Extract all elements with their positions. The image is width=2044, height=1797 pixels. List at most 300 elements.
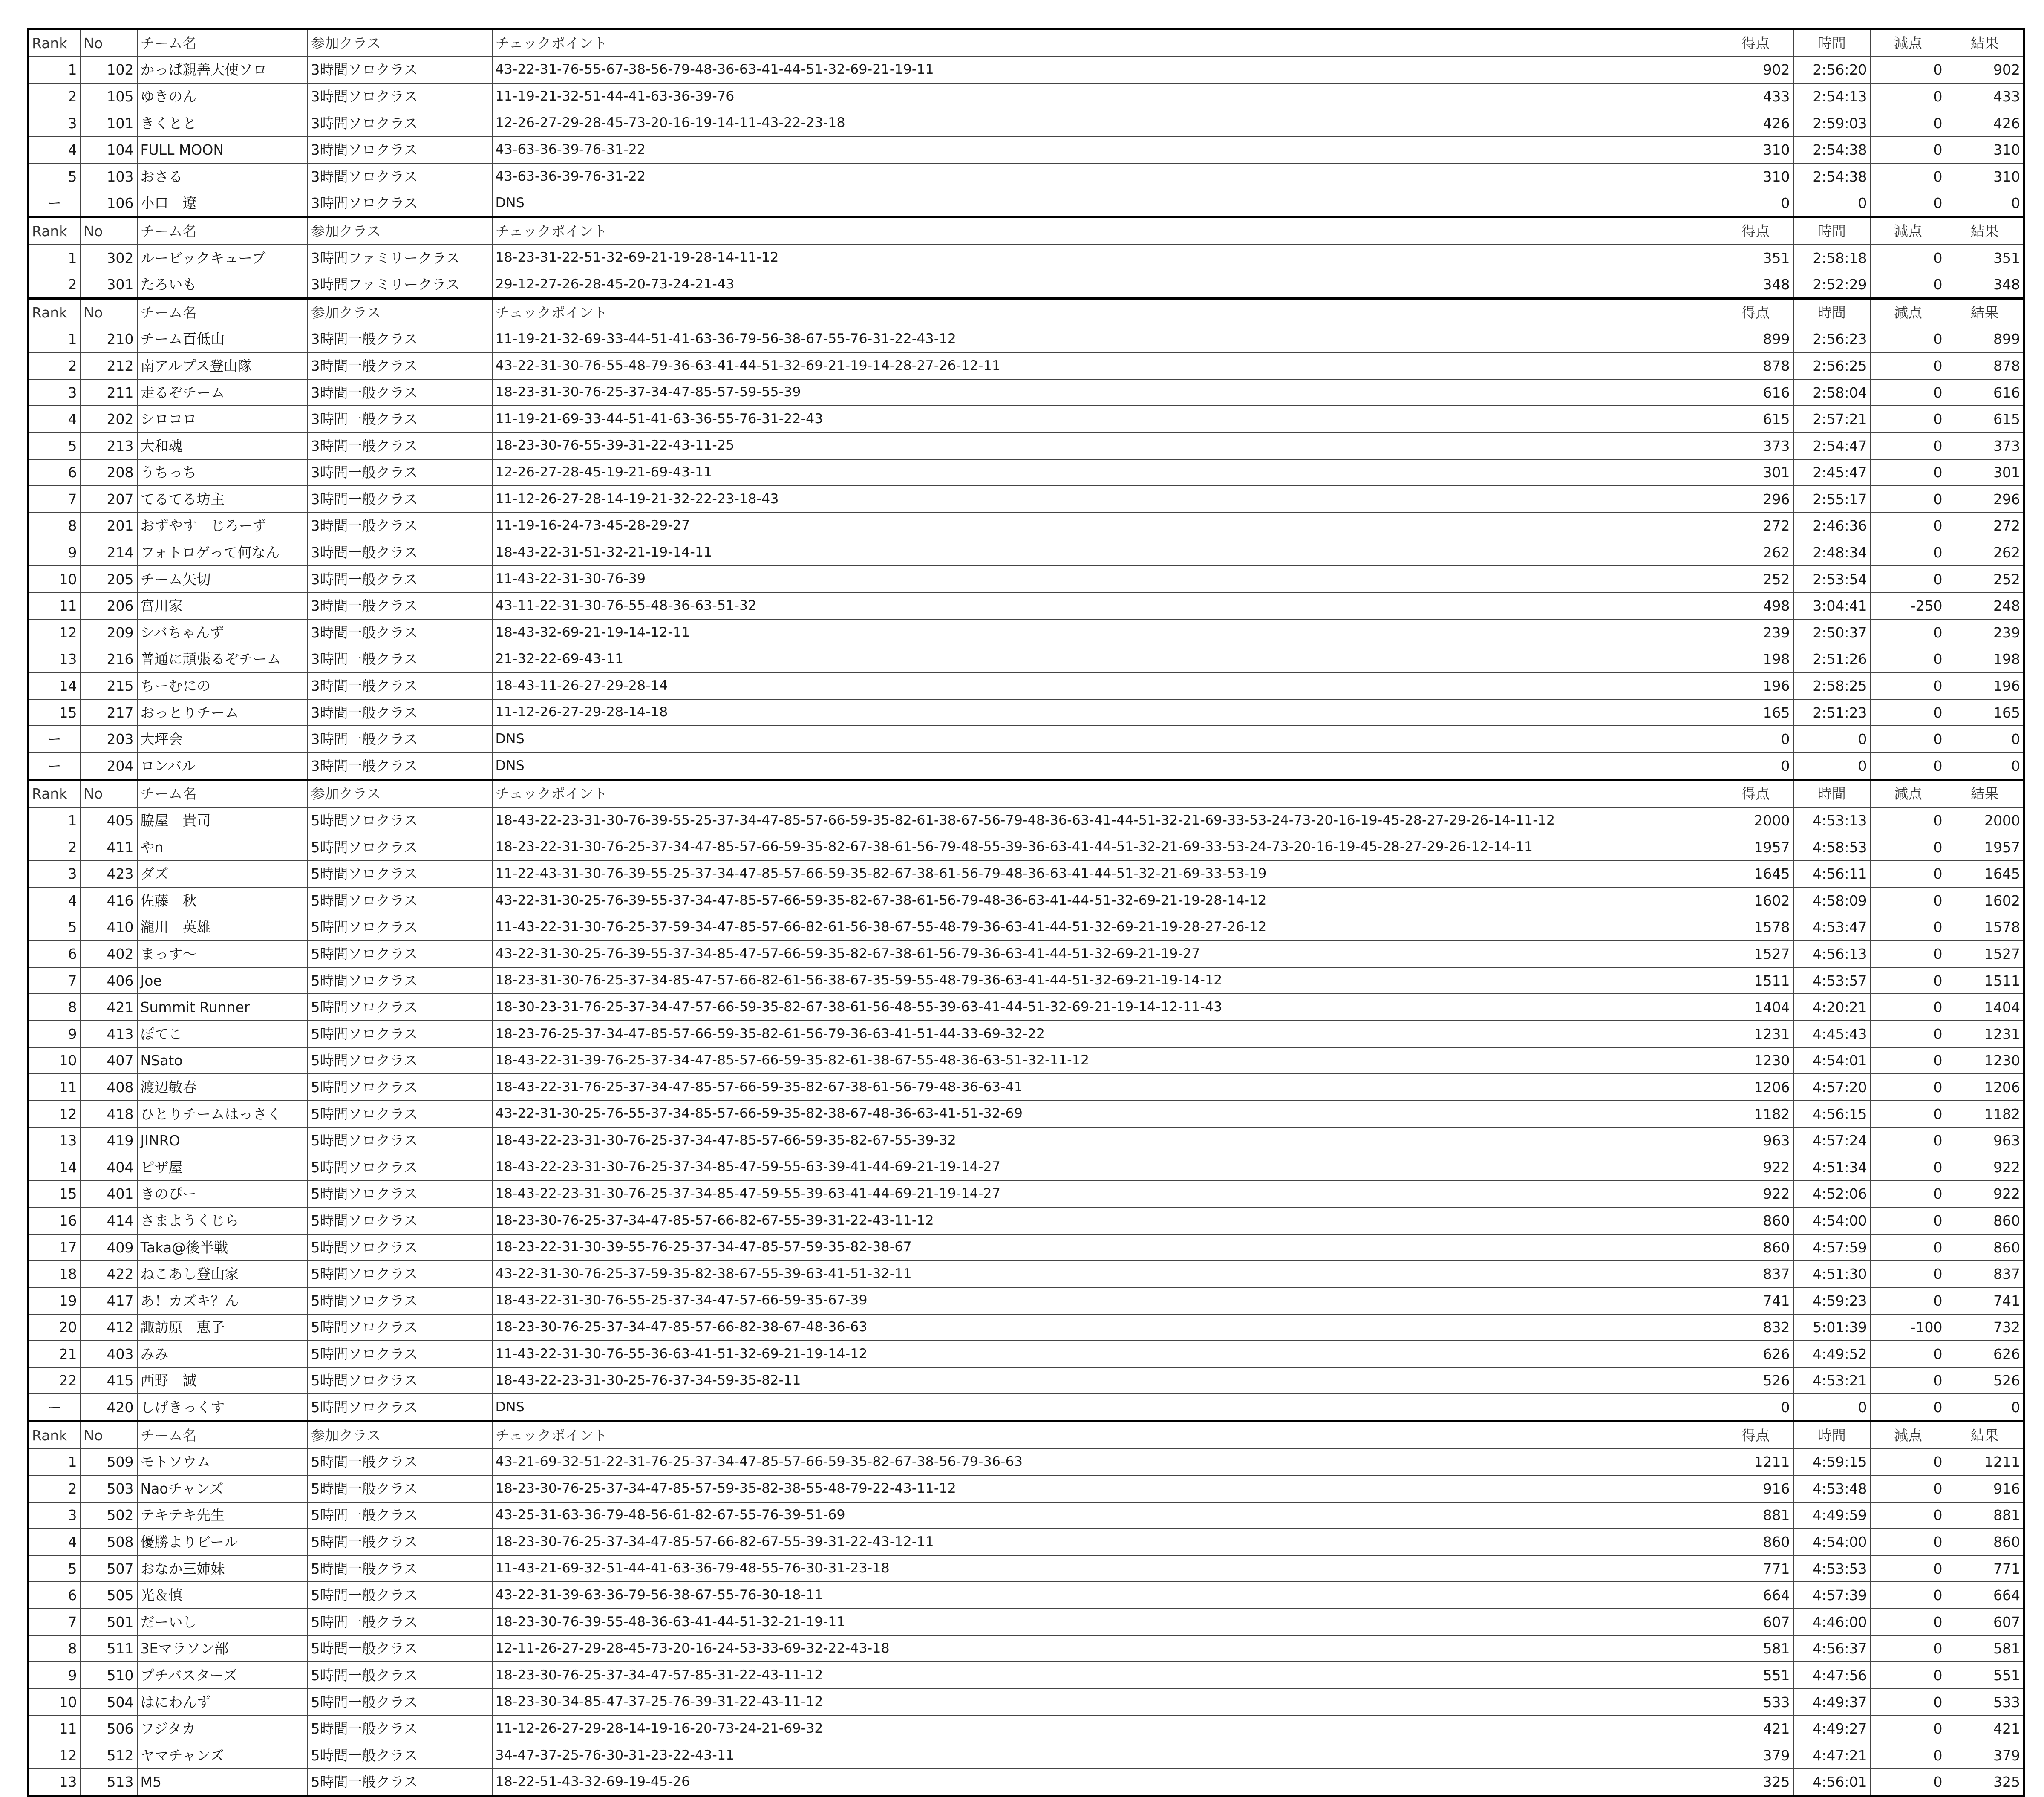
header-points: 得点 — [1718, 780, 1793, 807]
rank-cell: 10 — [28, 566, 81, 593]
class-cell: 5時間ソロクラス — [308, 1154, 492, 1181]
header-time: 時間 — [1793, 1421, 1871, 1448]
no-cell: 214 — [81, 539, 137, 566]
rank-cell: 6 — [28, 459, 81, 486]
points-cell: 860 — [1718, 1529, 1793, 1555]
penalty-cell: 0 — [1871, 1287, 1946, 1314]
class-cell: 3時間一般クラス — [308, 352, 492, 379]
result-cell: 262 — [1946, 539, 2024, 566]
table-row — [28, 1207, 2024, 1234]
table-row — [28, 1448, 2024, 1475]
team-name-cell: きのぴー — [137, 1181, 308, 1208]
team-name-cell: ヤマチャンズ — [137, 1742, 308, 1769]
header-team: チーム名 — [137, 1421, 308, 1448]
penalty-cell: 0 — [1871, 753, 1946, 780]
checkpoints-cell: 29-12-27-26-28-45-20-73-24-21-43 — [492, 271, 1718, 298]
no-cell: 403 — [81, 1341, 137, 1367]
table-row — [28, 994, 2024, 1021]
penalty-cell: 0 — [1871, 379, 1946, 406]
results-table — [27, 28, 2025, 1797]
penalty-cell: 0 — [1871, 1074, 1946, 1101]
header-team: チーム名 — [137, 217, 308, 245]
class-cell: 3時間ソロクラス — [308, 136, 492, 163]
points-cell: 1404 — [1718, 994, 1793, 1021]
header-result: 結果 — [1946, 29, 2024, 57]
no-cell: 208 — [81, 459, 137, 486]
time-cell: 4:51:30 — [1793, 1260, 1871, 1287]
penalty-cell: 0 — [1871, 940, 1946, 967]
table-row — [28, 1689, 2024, 1716]
rank-cell: 17 — [28, 1234, 81, 1261]
penalty-cell: 0 — [1871, 834, 1946, 861]
no-cell: 402 — [81, 940, 137, 967]
time-cell: 4:57:24 — [1793, 1127, 1871, 1154]
rank-cell: 8 — [28, 994, 81, 1021]
points-cell: 922 — [1718, 1154, 1793, 1181]
class-cell: 3時間一般クラス — [308, 433, 492, 459]
time-cell: 4:59:23 — [1793, 1287, 1871, 1314]
header-rank: Rank — [28, 780, 81, 807]
checkpoints-cell: 18-23-31-30-76-25-37-34-47-85-57-59-55-39 — [492, 379, 1718, 406]
team-name-cell: ダズ — [137, 860, 308, 887]
points-cell: 860 — [1718, 1234, 1793, 1261]
table-row — [28, 1742, 2024, 1769]
no-cell: 411 — [81, 834, 137, 861]
class-cell: 3時間ソロクラス — [308, 57, 492, 84]
checkpoints-cell: 11-43-22-31-30-76-25-37-59-34-47-85-57-66-82-61-56-38-67-55-48-79-36-63-41-44-51-32-69-21-19-28-27-26-12 — [492, 914, 1718, 941]
header-class: 参加クラス — [308, 29, 492, 57]
checkpoints-cell: DNS — [492, 1394, 1718, 1421]
time-cell: 4:52:06 — [1793, 1181, 1871, 1208]
points-cell: 1602 — [1718, 887, 1793, 914]
points-cell: 615 — [1718, 406, 1793, 433]
points-cell: 607 — [1718, 1609, 1793, 1635]
class-cell: 5時間ソロクラス — [308, 1181, 492, 1208]
team-name-cell: ルービックキューブ — [137, 245, 308, 271]
class-cell: 5時間ソロクラス — [308, 1207, 492, 1234]
team-name-cell: しげきっくす — [137, 1394, 308, 1421]
result-cell: 433 — [1946, 83, 2024, 110]
table-row — [28, 1260, 2024, 1287]
header-points: 得点 — [1718, 1421, 1793, 1448]
rank-cell: 6 — [28, 1582, 81, 1609]
no-cell: 509 — [81, 1448, 137, 1475]
checkpoints-cell: 11-19-21-32-69-33-44-51-41-63-36-79-56-38-67-55-76-31-22-43-12 — [492, 326, 1718, 353]
time-cell: 4:58:09 — [1793, 887, 1871, 914]
penalty-cell: 0 — [1871, 1341, 1946, 1367]
result-cell: 310 — [1946, 136, 2024, 163]
checkpoints-cell: 11-19-21-32-51-44-41-63-36-39-76 — [492, 83, 1718, 110]
header-penalty: 減点 — [1871, 1421, 1946, 1448]
class-cell: 5時間ソロクラス — [308, 1394, 492, 1421]
table-row — [28, 57, 2024, 84]
points-cell: 379 — [1718, 1742, 1793, 1769]
result-cell: 581 — [1946, 1635, 2024, 1662]
no-cell: 201 — [81, 513, 137, 539]
table-row — [28, 486, 2024, 513]
team-name-cell: シロコロ — [137, 406, 308, 433]
time-cell: 4:57:59 — [1793, 1234, 1871, 1261]
checkpoints-cell: 12-26-27-29-28-45-73-20-16-19-14-11-43-22-23-18 — [492, 110, 1718, 137]
no-cell: 417 — [81, 1287, 137, 1314]
team-name-cell: チーム百低山 — [137, 326, 308, 353]
no-cell: 211 — [81, 379, 137, 406]
no-cell: 203 — [81, 726, 137, 753]
results-sheet — [27, 28, 2023, 1797]
no-cell: 202 — [81, 406, 137, 433]
no-cell: 102 — [81, 57, 137, 84]
time-cell: 2:57:21 — [1793, 406, 1871, 433]
result-cell: 922 — [1946, 1181, 2024, 1208]
rank-cell: 11 — [28, 1715, 81, 1742]
result-cell: 379 — [1946, 1742, 2024, 1769]
points-cell: 860 — [1718, 1207, 1793, 1234]
table-row — [28, 1715, 2024, 1742]
penalty-cell: 0 — [1871, 1502, 1946, 1529]
rank-cell: 6 — [28, 940, 81, 967]
rank-cell: 2 — [28, 352, 81, 379]
class-cell: 5時間ソロクラス — [308, 860, 492, 887]
rank-cell: 22 — [28, 1367, 81, 1394]
penalty-cell: 0 — [1871, 1154, 1946, 1181]
team-name-cell: JINRO — [137, 1127, 308, 1154]
team-name-cell: てるてる坊主 — [137, 486, 308, 513]
points-cell: 533 — [1718, 1689, 1793, 1716]
no-cell: 422 — [81, 1260, 137, 1287]
table-row — [28, 1181, 2024, 1208]
rank-cell: 9 — [28, 539, 81, 566]
penalty-cell: 0 — [1871, 726, 1946, 753]
checkpoints-cell: 18-43-22-23-31-30-76-25-37-34-47-85-57-66-59-35-82-67-55-39-32 — [492, 1127, 1718, 1154]
header-time: 時間 — [1793, 217, 1871, 245]
time-cell: 0 — [1793, 190, 1871, 217]
no-cell: 507 — [81, 1555, 137, 1582]
table-row — [28, 592, 2024, 619]
points-cell: 310 — [1718, 163, 1793, 190]
section-header-row — [28, 298, 2024, 326]
points-cell: 626 — [1718, 1341, 1793, 1367]
penalty-cell: 0 — [1871, 1769, 1946, 1796]
penalty-cell: 0 — [1871, 699, 1946, 726]
time-cell: 4:49:27 — [1793, 1715, 1871, 1742]
class-cell: 5時間一般クラス — [308, 1635, 492, 1662]
penalty-cell: 0 — [1871, 190, 1946, 217]
rank-cell: 5 — [28, 914, 81, 941]
checkpoints-cell: 43-25-31-63-36-79-48-56-61-82-67-55-76-39-51-69 — [492, 1502, 1718, 1529]
checkpoints-cell: DNS — [492, 190, 1718, 217]
team-name-cell: 渡辺敏春 — [137, 1074, 308, 1101]
class-cell: 5時間一般クラス — [308, 1448, 492, 1475]
penalty-cell: 0 — [1871, 1367, 1946, 1394]
no-cell: 215 — [81, 672, 137, 699]
checkpoints-cell: 18-23-30-76-25-37-34-47-57-85-31-22-43-11-12 — [492, 1662, 1718, 1689]
checkpoints-cell: 43-22-31-30-25-76-39-55-37-34-85-47-57-66-59-35-82-67-38-61-56-79-36-63-41-44-51-32-69-21-19-27 — [492, 940, 1718, 967]
table-row — [28, 1287, 2024, 1314]
table-row — [28, 807, 2024, 834]
time-cell: 2:54:38 — [1793, 163, 1871, 190]
penalty-cell: 0 — [1871, 1394, 1946, 1421]
result-cell: 348 — [1946, 271, 2024, 298]
points-cell: 526 — [1718, 1367, 1793, 1394]
rank-cell: 1 — [28, 1448, 81, 1475]
time-cell: 4:59:15 — [1793, 1448, 1871, 1475]
rank-cell: 4 — [28, 406, 81, 433]
table-row — [28, 326, 2024, 353]
checkpoints-cell: 11-19-21-69-33-44-51-41-63-36-55-76-31-22-43 — [492, 406, 1718, 433]
no-cell: 506 — [81, 1715, 137, 1742]
time-cell: 4:56:11 — [1793, 860, 1871, 887]
result-cell: 1182 — [1946, 1101, 2024, 1128]
header-checkpoints: チェックポイント — [492, 217, 1718, 245]
team-name-cell: テキテキ先生 — [137, 1502, 308, 1529]
class-cell: 5時間ソロクラス — [308, 1260, 492, 1287]
table-row — [28, 433, 2024, 459]
team-name-cell: FULL MOON — [137, 136, 308, 163]
checkpoints-cell: 43-21-69-32-51-22-31-76-25-37-34-47-85-57-66-59-35-82-67-38-56-79-36-63 — [492, 1448, 1718, 1475]
no-cell: 103 — [81, 163, 137, 190]
rank-cell: 21 — [28, 1341, 81, 1367]
time-cell: 2:52:29 — [1793, 271, 1871, 298]
checkpoints-cell: 12-11-26-27-29-28-45-73-20-16-24-53-33-69-32-22-43-18 — [492, 1635, 1718, 1662]
result-cell: 1511 — [1946, 967, 2024, 994]
table-row — [28, 646, 2024, 673]
header-result: 結果 — [1946, 1421, 2024, 1448]
class-cell: 3時間ソロクラス — [308, 190, 492, 217]
class-cell: 3時間ソロクラス — [308, 163, 492, 190]
result-cell: 1578 — [1946, 914, 2024, 941]
time-cell: 2:53:54 — [1793, 566, 1871, 593]
points-cell: 1511 — [1718, 967, 1793, 994]
checkpoints-cell: 18-43-22-23-31-30-76-39-55-25-37-34-47-85-57-66-59-35-82-61-38-67-56-79-48-36-63-41-44-51-32-21-69-33-53-24-73-20-16-19-45-28-27-29-26-14-11-12 — [492, 807, 1718, 834]
table-row — [28, 1234, 2024, 1261]
header-result: 結果 — [1946, 780, 2024, 807]
result-cell: 902 — [1946, 57, 2024, 84]
no-cell: 104 — [81, 136, 137, 163]
header-class: 参加クラス — [308, 217, 492, 245]
time-cell: 4:53:21 — [1793, 1367, 1871, 1394]
checkpoints-cell: 11-19-16-24-73-45-28-29-27 — [492, 513, 1718, 539]
class-cell: 3時間一般クラス — [308, 406, 492, 433]
result-cell: 272 — [1946, 513, 2024, 539]
rank-cell: ー — [28, 753, 81, 780]
team-name-cell: フジタカ — [137, 1715, 308, 1742]
table-row — [28, 539, 2024, 566]
header-no: No — [81, 217, 137, 245]
result-cell: 1230 — [1946, 1047, 2024, 1074]
result-cell: 526 — [1946, 1367, 2024, 1394]
result-cell: 899 — [1946, 326, 2024, 353]
table-row — [28, 1341, 2024, 1367]
checkpoints-cell: 43-22-31-30-25-76-55-37-34-85-57-66-59-35-82-38-67-48-36-63-41-51-32-69 — [492, 1101, 1718, 1128]
penalty-cell: 0 — [1871, 1555, 1946, 1582]
result-cell: 732 — [1946, 1314, 2024, 1341]
no-cell: 415 — [81, 1367, 137, 1394]
time-cell: 2:54:13 — [1793, 83, 1871, 110]
time-cell: 2:56:20 — [1793, 57, 1871, 84]
checkpoints-cell: 18-23-30-76-39-55-48-36-63-41-44-51-32-21-19-11 — [492, 1609, 1718, 1635]
result-cell: 741 — [1946, 1287, 2024, 1314]
penalty-cell: 0 — [1871, 1742, 1946, 1769]
penalty-cell: 0 — [1871, 163, 1946, 190]
class-cell: 5時間一般クラス — [308, 1582, 492, 1609]
penalty-cell: 0 — [1871, 914, 1946, 941]
table-row — [28, 1154, 2024, 1181]
rank-cell: 20 — [28, 1314, 81, 1341]
team-name-cell: 小口 遼 — [137, 190, 308, 217]
table-row — [28, 352, 2024, 379]
time-cell: 2:48:34 — [1793, 539, 1871, 566]
points-cell: 741 — [1718, 1287, 1793, 1314]
points-cell: 0 — [1718, 753, 1793, 780]
header-points: 得点 — [1718, 29, 1793, 57]
time-cell: 4:57:20 — [1793, 1074, 1871, 1101]
team-name-cell: おずやす じろーず — [137, 513, 308, 539]
checkpoints-cell: 18-23-30-76-25-37-34-47-85-57-66-82-67-55-39-31-22-43-12-11 — [492, 1529, 1718, 1555]
team-name-cell: 光＆慎 — [137, 1582, 308, 1609]
table-row — [28, 190, 2024, 217]
penalty-cell: 0 — [1871, 807, 1946, 834]
header-result: 結果 — [1946, 217, 2024, 245]
class-cell: 5時間ソロクラス — [308, 1314, 492, 1341]
header-rank: Rank — [28, 298, 81, 326]
points-cell: 325 — [1718, 1769, 1793, 1796]
time-cell: 2:51:26 — [1793, 646, 1871, 673]
points-cell: 498 — [1718, 592, 1793, 619]
penalty-cell: 0 — [1871, 459, 1946, 486]
no-cell: 209 — [81, 619, 137, 646]
time-cell: 2:56:23 — [1793, 326, 1871, 353]
no-cell: 513 — [81, 1769, 137, 1796]
time-cell: 2:54:38 — [1793, 136, 1871, 163]
class-cell: 3時間ソロクラス — [308, 83, 492, 110]
table-row — [28, 245, 2024, 271]
checkpoints-cell: 18-23-22-31-30-76-25-37-34-47-85-57-66-59-35-82-67-38-61-56-79-48-55-39-36-63-41-44-51-32-21-69-33-53-24-73-20-16-19-45-28-27-29-26-12-14-11 — [492, 834, 1718, 861]
no-cell: 423 — [81, 860, 137, 887]
header-no: No — [81, 29, 137, 57]
header-class: 参加クラス — [308, 298, 492, 326]
points-cell: 373 — [1718, 433, 1793, 459]
table-row — [28, 406, 2024, 433]
class-cell: 3時間一般クラス — [308, 726, 492, 753]
result-cell: 1957 — [1946, 834, 2024, 861]
checkpoints-cell: 43-63-36-39-76-31-22 — [492, 163, 1718, 190]
time-cell: 4:51:34 — [1793, 1154, 1871, 1181]
checkpoints-cell: 43-22-31-30-25-76-39-55-37-34-47-85-57-66-59-35-82-67-38-61-56-79-48-36-63-41-44-51-32-69-21-19-28-14-12 — [492, 887, 1718, 914]
rank-cell: 15 — [28, 699, 81, 726]
points-cell: 878 — [1718, 352, 1793, 379]
points-cell: 1182 — [1718, 1101, 1793, 1128]
result-cell: 881 — [1946, 1502, 2024, 1529]
class-cell: 5時間ソロクラス — [308, 1021, 492, 1047]
table-row — [28, 1555, 2024, 1582]
points-cell: 1231 — [1718, 1021, 1793, 1047]
class-cell: 5時間ソロクラス — [308, 1287, 492, 1314]
rank-cell: 2 — [28, 271, 81, 298]
points-cell: 301 — [1718, 459, 1793, 486]
no-cell: 502 — [81, 1502, 137, 1529]
points-cell: 1645 — [1718, 860, 1793, 887]
team-name-cell: シバちゃんず — [137, 619, 308, 646]
header-class: 参加クラス — [308, 1421, 492, 1448]
checkpoints-cell: DNS — [492, 726, 1718, 753]
team-name-cell: 優勝よりビール — [137, 1529, 308, 1555]
points-cell: 581 — [1718, 1635, 1793, 1662]
result-cell: 252 — [1946, 566, 2024, 593]
header-team: チーム名 — [137, 29, 308, 57]
time-cell: 2:50:37 — [1793, 619, 1871, 646]
penalty-cell: 0 — [1871, 672, 1946, 699]
team-name-cell: 走るぞチーム — [137, 379, 308, 406]
result-cell: 922 — [1946, 1154, 2024, 1181]
time-cell: 0 — [1793, 726, 1871, 753]
points-cell: 310 — [1718, 136, 1793, 163]
table-row — [28, 1101, 2024, 1128]
result-cell: 351 — [1946, 245, 2024, 271]
result-cell: 0 — [1946, 1394, 2024, 1421]
points-cell: 837 — [1718, 1260, 1793, 1287]
no-cell: 410 — [81, 914, 137, 941]
header-rank: Rank — [28, 1421, 81, 1448]
rank-cell: 2 — [28, 1475, 81, 1502]
time-cell: 4:58:53 — [1793, 834, 1871, 861]
penalty-cell: 0 — [1871, 1047, 1946, 1074]
header-time: 時間 — [1793, 29, 1871, 57]
rank-cell: 2 — [28, 834, 81, 861]
class-cell: 5時間ソロクラス — [308, 994, 492, 1021]
header-no: No — [81, 298, 137, 326]
result-cell: 860 — [1946, 1234, 2024, 1261]
time-cell: 4:49:52 — [1793, 1341, 1871, 1367]
checkpoints-cell: 11-43-22-31-30-76-55-36-63-41-51-32-69-21-19-14-12 — [492, 1341, 1718, 1367]
checkpoints-cell: 18-23-30-34-85-47-37-25-76-39-31-22-43-11-12 — [492, 1689, 1718, 1716]
rank-cell: ー — [28, 726, 81, 753]
section-header-row — [28, 29, 2024, 57]
points-cell: 296 — [1718, 486, 1793, 513]
points-cell: 348 — [1718, 271, 1793, 298]
rank-cell: 7 — [28, 1609, 81, 1635]
team-name-cell: 大和魂 — [137, 433, 308, 459]
team-name-cell: Taka@後半戦 — [137, 1234, 308, 1261]
penalty-cell: 0 — [1871, 326, 1946, 353]
header-rank: Rank — [28, 217, 81, 245]
results-body — [28, 29, 2024, 1796]
points-cell: 551 — [1718, 1662, 1793, 1689]
points-cell: 0 — [1718, 726, 1793, 753]
rank-cell: 10 — [28, 1689, 81, 1716]
points-cell: 421 — [1718, 1715, 1793, 1742]
points-cell: 902 — [1718, 57, 1793, 84]
table-row — [28, 83, 2024, 110]
rank-cell: 12 — [28, 1742, 81, 1769]
team-name-cell: ロンバル — [137, 753, 308, 780]
penalty-cell: 0 — [1871, 967, 1946, 994]
checkpoints-cell: 11-12-26-27-29-28-14-18 — [492, 699, 1718, 726]
no-cell: 404 — [81, 1154, 137, 1181]
penalty-cell: 0 — [1871, 887, 1946, 914]
checkpoints-cell: 18-43-22-23-31-30-25-76-37-34-59-35-82-11 — [492, 1367, 1718, 1394]
no-cell: 217 — [81, 699, 137, 726]
table-row — [28, 1582, 2024, 1609]
table-row — [28, 967, 2024, 994]
team-name-cell: たろいも — [137, 271, 308, 298]
result-cell: 239 — [1946, 619, 2024, 646]
rank-cell: 1 — [28, 326, 81, 353]
team-name-cell: 普通に頑張るぞチーム — [137, 646, 308, 673]
rank-cell: 3 — [28, 860, 81, 887]
team-name-cell: 諏訪原 恵子 — [137, 1314, 308, 1341]
header-points: 得点 — [1718, 298, 1793, 326]
time-cell: 0 — [1793, 1394, 1871, 1421]
